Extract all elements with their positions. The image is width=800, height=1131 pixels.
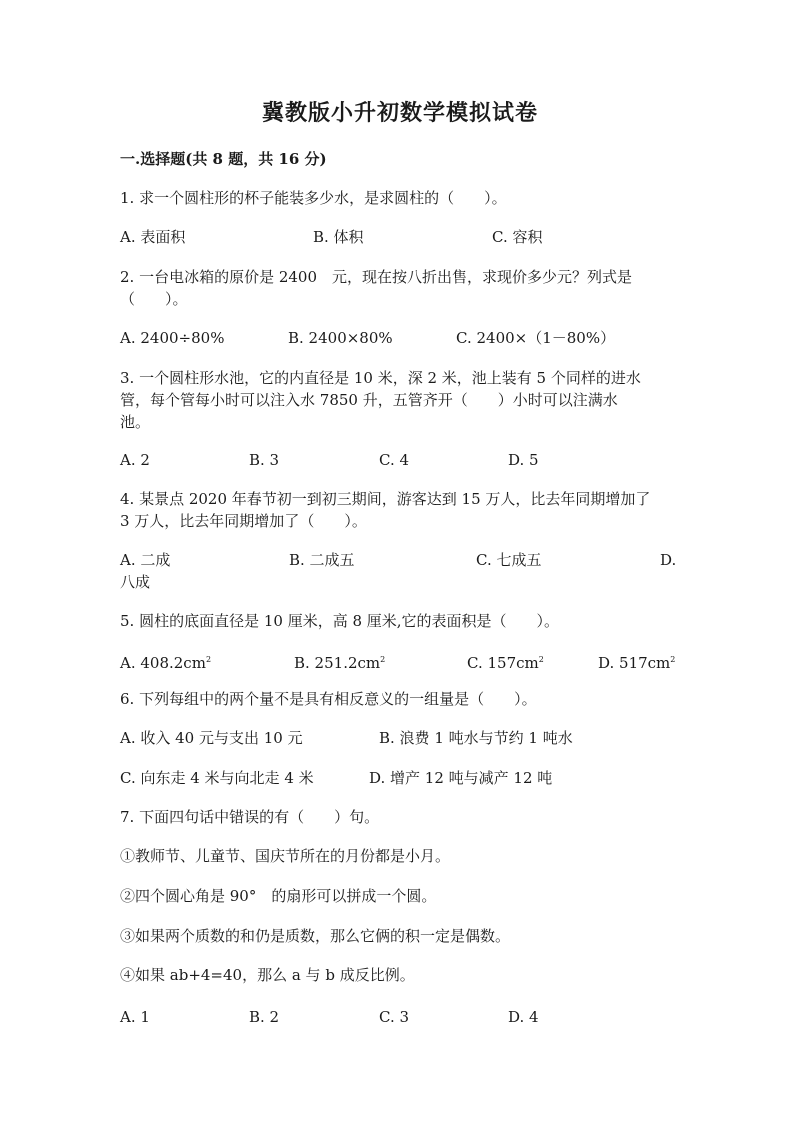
- question-1-option-b: B. 体积: [313, 228, 364, 246]
- question-7-option-a: A. 1: [120, 1008, 150, 1026]
- question-4-option-d: D.: [660, 551, 677, 569]
- question-5-option-d: [598, 649, 675, 674]
- question-3-option-d: D. 5: [508, 451, 539, 469]
- question-6-option-c: C. 向东走 4 米与向北走 4 米: [120, 769, 314, 787]
- question-5-stem: 5. 圆柱的底面直径是 10 厘米，高 8 厘米,它的表面积是（ ）。: [120, 612, 560, 630]
- question-1-option-c: C. 容积: [492, 228, 543, 246]
- question-7-statement-3: ③如果两个质数的和仍是质数，那么它俩的积一定是偶数。: [120, 927, 511, 945]
- question-5-option-c-text: C. 157cm: [467, 654, 539, 672]
- question-7-option-d: D. 4: [508, 1008, 539, 1026]
- question-4-option-a: A. 二成: [120, 551, 171, 569]
- question-7-statement-1: ①教师节、儿童节、国庆节所在的月份都是小月。: [120, 847, 451, 865]
- question-5-option-c: [467, 649, 544, 674]
- question-4-stem-line-1: 4. 某景点 2020 年春节初一到初三期间，游客达到 15 万人，比去年同期增加了: [120, 490, 651, 508]
- question-7-statement-4: ④如果 ab+4=40，那么 a 与 b 成反比例。: [120, 966, 415, 984]
- question-1-option-a: A. 表面积: [120, 228, 186, 246]
- question-3-option-b: B. 3: [249, 451, 280, 469]
- question-5-option-b-text: B. 251.2cm: [294, 654, 381, 672]
- question-7-option-b: B. 2: [249, 1008, 280, 1026]
- unit-superscript: 2: [538, 655, 544, 664]
- question-4-option-d-text: 八成: [120, 573, 151, 591]
- question-3-stem-line-3: 池。: [120, 413, 151, 431]
- question-2-stem-line-2: （ ）。: [120, 290, 188, 308]
- question-7-option-c: C. 3: [379, 1008, 410, 1026]
- question-7-statement-2: ②四个圆心角是 90° 的扇形可以拼成一个圆。: [120, 887, 437, 905]
- unit-superscript: 2: [380, 655, 386, 664]
- question-3-option-a: A. 2: [120, 451, 150, 469]
- question-7-stem: 7. 下面四句话中错误的有（ ）句。: [120, 808, 380, 826]
- question-3-stem-line-1: 3. 一个圆柱形水池，它的内直径是 10 米，深 2 米，池上装有 5 个同样的进水: [120, 369, 641, 387]
- question-2-option-c: C. 2400×（1－80%）: [456, 329, 616, 347]
- question-3-stem-line-2: 管，每个管每小时可以注入水 7850 升，五管齐开（ ）小时可以注满水: [120, 391, 618, 409]
- question-2-stem-line-1: 2. 一台电冰箱的原价是 2400 元，现在按八折出售，求现价多少元？列式是: [120, 268, 633, 286]
- question-6-option-a: A. 收入 40 元与支出 10 元: [120, 729, 303, 747]
- question-5-option-a-text: A. 408.2cm: [120, 654, 206, 672]
- question-5-option-a: [120, 649, 211, 674]
- section-heading: 一.选择题(共 8 题，共 16 分): [120, 150, 327, 168]
- unit-superscript: 2: [205, 655, 212, 664]
- question-4-option-c: C. 七成五: [476, 551, 542, 569]
- question-4-stem-line-2: 3 万人，比去年同期增加了（ ）。: [120, 512, 367, 530]
- question-6-option-d: D. 增产 12 吨与减产 12 吨: [369, 769, 553, 787]
- question-5-option-b: [294, 649, 385, 674]
- question-5-option-d-text: D. 517cm: [598, 654, 671, 672]
- question-3-option-c: C. 4: [379, 451, 410, 469]
- question-6-stem: 6. 下列每组中的两个量不是具有相反意义的一组量是（ ）。: [120, 690, 537, 708]
- question-4-option-b: B. 二成五: [289, 551, 355, 569]
- question-2-option-b: B. 2400×80%: [288, 329, 393, 347]
- page-title: 冀教版小升初数学模拟试卷: [261, 100, 538, 126]
- question-1-stem: 1. 求一个圆柱形的杯子能装多少水，是求圆柱的（ ）。: [120, 189, 507, 207]
- question-2-option-a: A. 2400÷80%: [120, 329, 225, 347]
- unit-superscript: 2: [670, 655, 676, 664]
- question-6-option-b: B. 浪费 1 吨水与节约 1 吨水: [379, 729, 573, 747]
